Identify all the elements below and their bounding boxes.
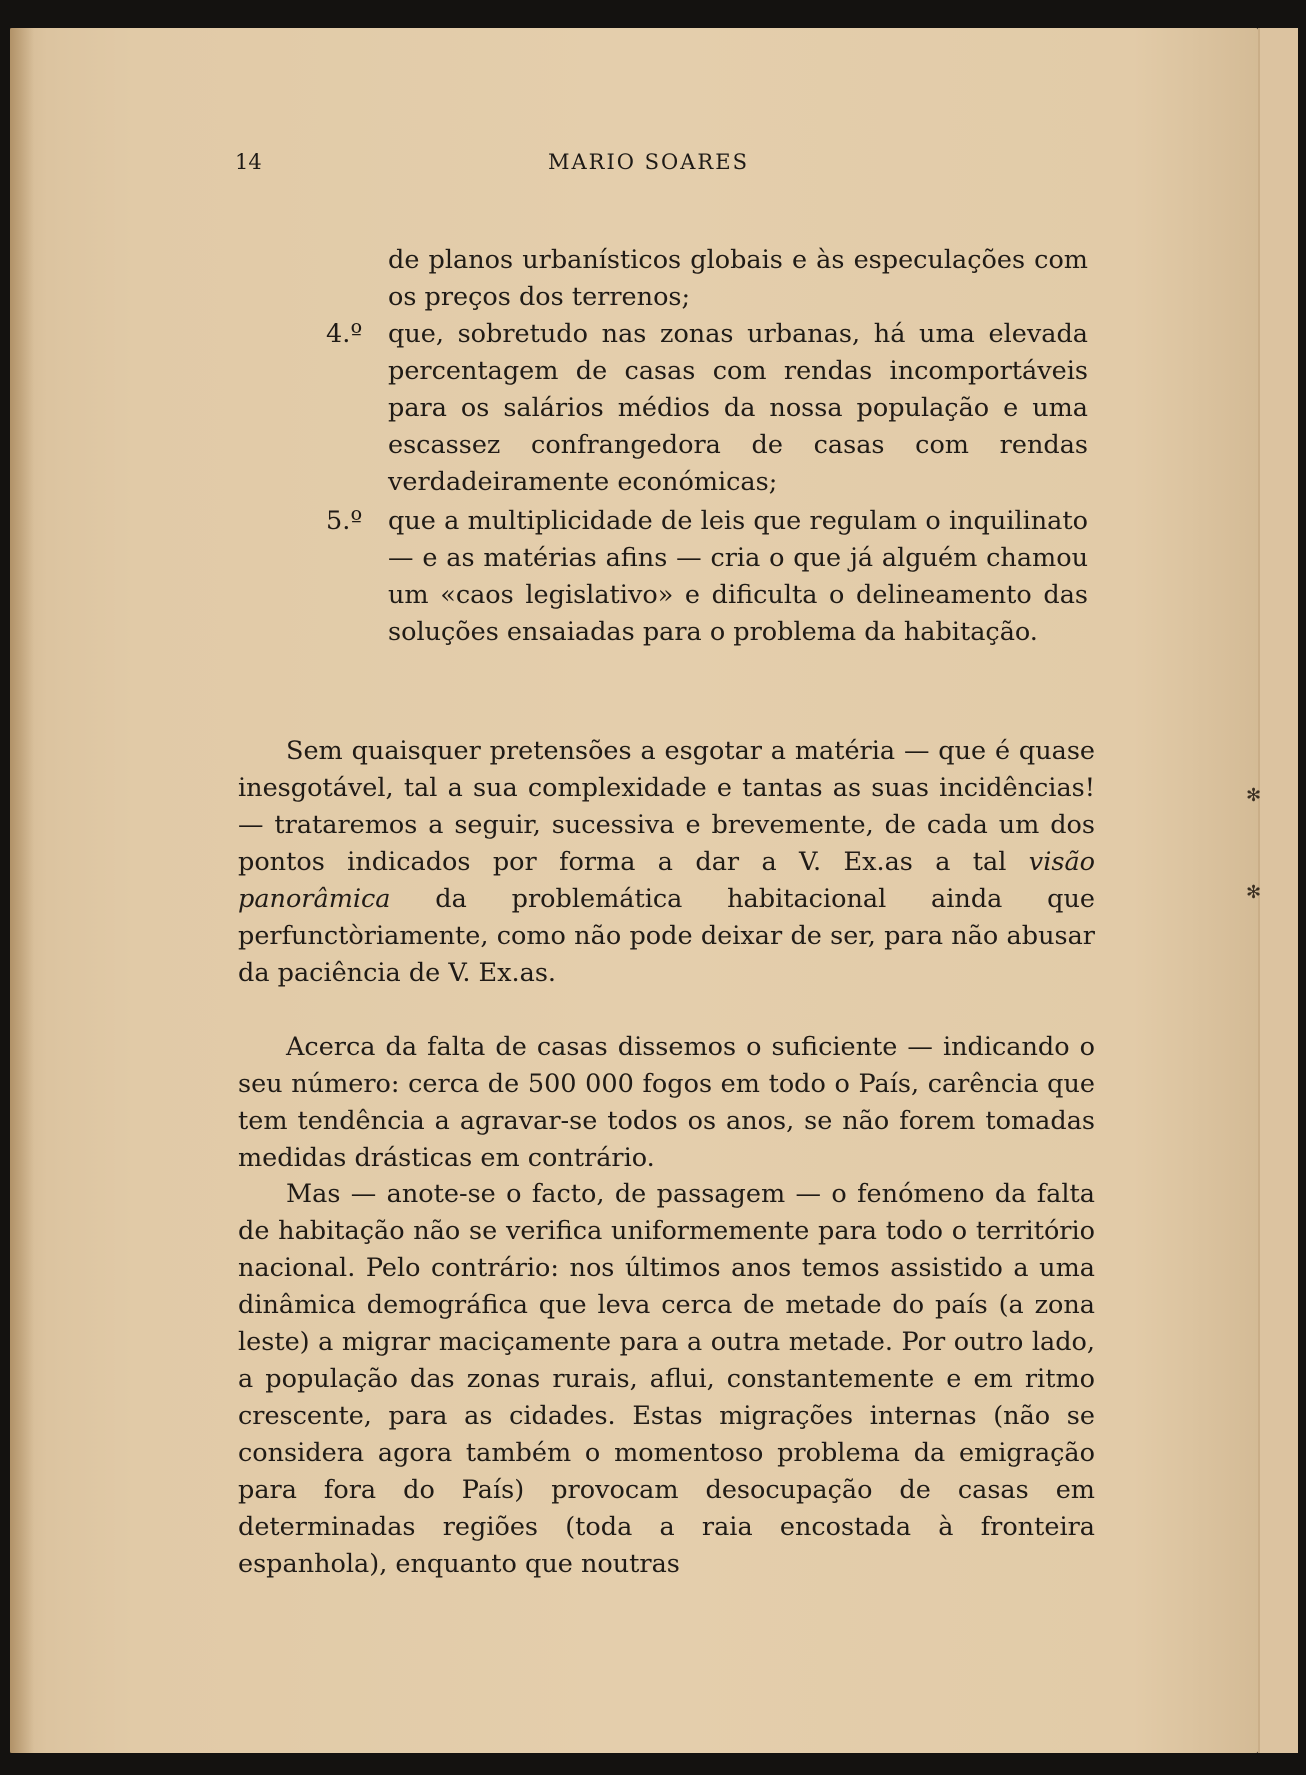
adjacent-page-edge bbox=[1258, 28, 1298, 1753]
paragraph-text: da problemática habitacional ainda que perfunctòriamente, como não pode deixar de ser, para não abusar da paciência de V. Ex.as. bbox=[238, 884, 1095, 988]
running-title: MARIO SOARES bbox=[548, 150, 749, 174]
body-paragraph bbox=[238, 733, 1095, 992]
page-spine-shadow bbox=[10, 28, 34, 1753]
margin-mark-icon: ✻ bbox=[1246, 785, 1262, 806]
page-number: 14 bbox=[235, 150, 262, 174]
margin-mark-icon: ✻ bbox=[1246, 882, 1262, 903]
list-item-text: que a multiplicidade de leis que regulam o inquilinato — e as matérias afins — cria o que já alguém chamou um «caos legislativo» e dificulta o delineamento das soluções ensaiadas para o problema da habitação. bbox=[388, 506, 1088, 647]
list-continuation: de planos urbanísticos globais e às especulações com os preços dos terrenos; bbox=[388, 245, 1088, 312]
list-item-number: 5.º bbox=[326, 506, 363, 536]
body-paragraph: Acerca da falta de casas dissemos o suficiente — indicando o seu número: cerca de 500 000 fogos em todo o País, carência que tem tendência a agravar-se todos os anos, se não forem tomadas medidas drásticas em contrário. bbox=[238, 1032, 1095, 1173]
list-item-number: 4.º bbox=[326, 319, 363, 349]
list-item-text: que, sobretudo nas zonas urbanas, há uma elevada percentagem de casas com rendas incomportáveis para os salários médios da nossa população e uma escassez confrangedora de casas com rendas verdadeiramente económicas; bbox=[388, 319, 1088, 497]
emphasis-text: visão panorâmica bbox=[238, 847, 1095, 914]
paragraph-text: Sem quaisquer pretensões a esgotar a matéria — que é quase inesgotável, tal a sua complexidade e tantas as suas incidências! — trataremos a seguir, sucessiva e brevemente, de cada um dos pontos indicados por forma a dar a V. Ex.as a tal bbox=[238, 736, 1095, 877]
body-paragraph: Mas — anote-se o facto, de passagem — o fenómeno da falta de habitação não se verifica uniformemente para todo o território nacional. Pelo contrário: nos últimos anos temos assistido a uma dinâmica demográfica que leva cerca de metade do país (a zona leste) a migrar maciçamente para a outra metade. Por outro lado, a população das zonas rurais, aflui, constantemente e em ritmo crescente, para as cidades. Estas migrações internas (não se considera agora também o momentoso problema da emigração para fora do País) provocam desocupação de casas em determinadas regiões (toda a raia encostada à fronteira espanhola), enquanto que noutras bbox=[238, 1179, 1095, 1579]
